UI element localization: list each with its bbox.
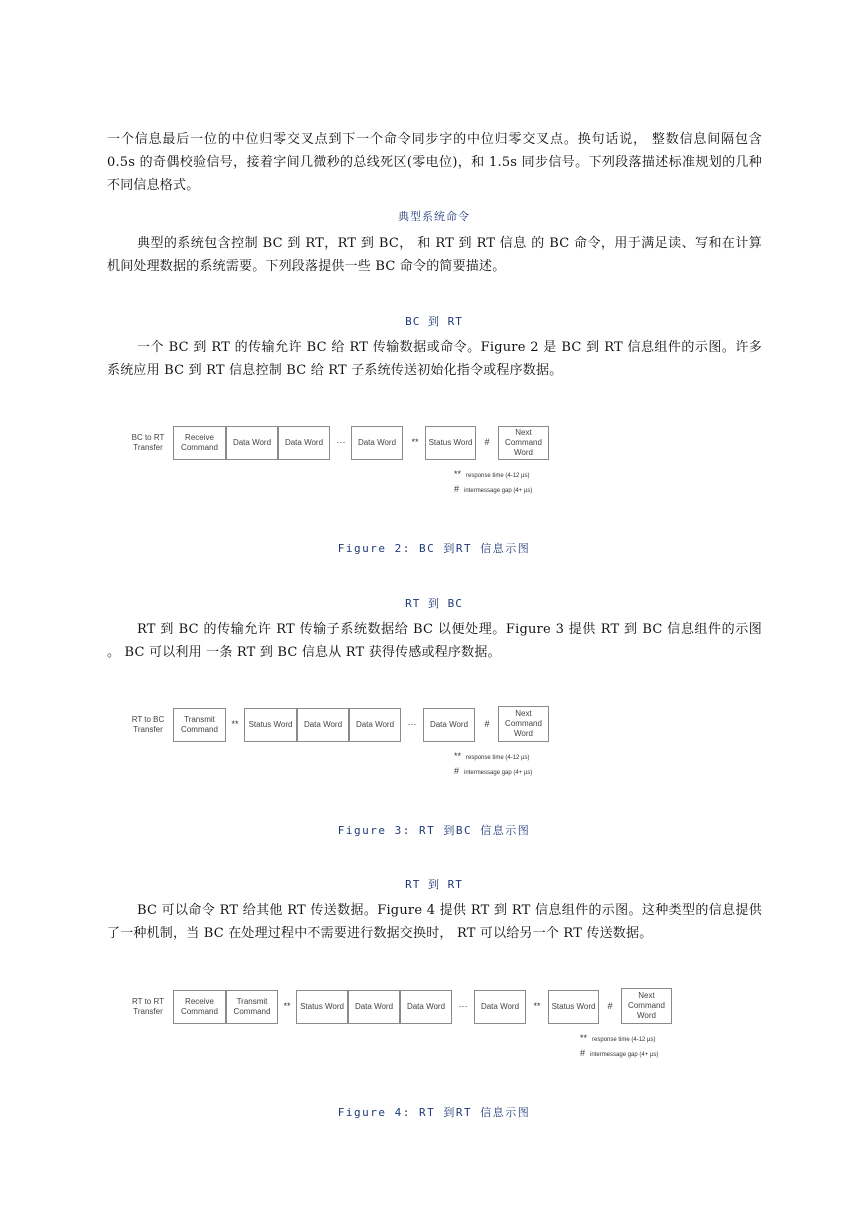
status-word-box: Status Word <box>296 990 348 1024</box>
ellipsis: ··· <box>458 1001 468 1011</box>
status-word-box: Status Word <box>244 708 297 742</box>
transmit-command-box: Transmit Command <box>226 990 278 1024</box>
response-time-symbol: ** <box>283 1001 291 1011</box>
heading-bc-to-rt: BC 到 RT <box>405 315 463 328</box>
status-word-box: Status Word <box>548 990 599 1024</box>
figure-2-caption: Figure 2: BC 到RT 信息示图 <box>337 542 531 555</box>
rt-to-rt-paragraph: BC 可以命令 RT 给其他 RT 传送数据。Figure 4 提供 RT 到 RT 信息组件的示图。这种类型的信息提供了一种机制，当 BC 在处理过程中不需要进行数据交换时， RT 可以给另一个 RT 传送数据。 <box>107 903 762 941</box>
data-word-box: Data Word <box>297 708 349 742</box>
response-time-note: ** response time (4-12 µs) <box>580 1033 656 1043</box>
response-time-symbol: ** <box>533 1001 541 1011</box>
data-word-box: Data Word <box>278 426 330 460</box>
data-word-box: Data Word <box>348 990 400 1024</box>
intermessage-gap-note: # intermessage gap (4+ µs) <box>454 484 533 494</box>
figure-4-label: RT to RT Transfer <box>131 997 164 1016</box>
data-word-box: Data Word <box>226 426 278 460</box>
gap-symbol: # <box>484 719 490 729</box>
figure-4-caption: Figure 4: RT 到RT 信息示图 <box>337 1106 531 1119</box>
receive-command-box: Receive Command <box>173 426 226 460</box>
typical-commands-paragraph: 典型的系统包含控制 BC 到 RT，RT 到 BC， 和 RT 到 RT 信息 的 BC 命令，用于满足读、写和在计算机间处理数据的系统需要。下列段落提供一些 BC 命令的简要描述。 <box>107 236 762 274</box>
intermessage-gap-note: # intermessage gap (4+ µs) <box>454 766 533 776</box>
transmit-command-box: Transmit Command <box>173 708 226 742</box>
response-time-symbol: ** <box>231 719 239 729</box>
gap-symbol: # <box>607 1001 613 1011</box>
heading-rt-to-bc: RT 到 BC <box>405 597 463 610</box>
next-command-word-box: Next Command Word <box>498 706 549 742</box>
receive-command-box: Receive Command <box>173 990 226 1024</box>
response-time-note: ** response time (4-12 µs) <box>454 751 530 761</box>
data-word-box: Data Word <box>423 708 475 742</box>
data-word-box: Data Word <box>349 708 401 742</box>
heading-rt-to-rt: RT 到 RT <box>405 878 463 891</box>
response-time-symbol: ** <box>411 437 419 447</box>
rt-to-bc-paragraph: RT 到 BC 的传输允许 RT 传输子系统数据给 BC 以便处理。Figure 3 提供 RT 到 BC 信息组件的示图 。 BC 可以利用 一条 RT 到 BC 信息从 RT 获得传感或程序数据。 <box>107 622 762 660</box>
figure-3-label: RT to BC Transfer <box>131 715 165 734</box>
gap-symbol: # <box>484 437 490 447</box>
data-word-box: Data Word <box>351 426 403 460</box>
data-word-box: Data Word <box>400 990 452 1024</box>
heading-typical-commands: 典型系统命令 <box>398 210 470 223</box>
bc-to-rt-paragraph: 一个 BC 到 RT 的传输允许 BC 给 RT 传输数据或命令。Figure 2 是 BC 到 RT 信息组件的示图。许多系统应用 BC 到 RT 信息控制 BC 给 RT 子系统传送初始化指令或程序数据。 <box>107 340 762 378</box>
next-command-word-box: Next Command Word <box>621 988 672 1024</box>
ellipsis: ··· <box>407 719 417 729</box>
figure-3-caption: Figure 3: RT 到BC 信息示图 <box>337 824 531 837</box>
status-word-box: Status Word <box>425 426 476 460</box>
intermessage-gap-note: # intermessage gap (4+ µs) <box>580 1048 659 1058</box>
data-word-box: Data Word <box>474 990 526 1024</box>
next-command-word-box: Next Command Word <box>498 426 549 460</box>
response-time-note: ** response time (4-12 µs) <box>454 469 530 479</box>
intro-paragraph: 一个信息最后一位的中位归零交叉点到下一个命令同步字的中位归零交叉点。换句话说， 整数信息间隔包含 0.5s 的奇偶校验信号，接着字间几微秒的总线死区(零电位)，和 1.5s 同步信号。下列段落描述标准规划的几种不同信息格式。 <box>107 132 762 193</box>
ellipsis: ··· <box>336 437 346 447</box>
figure-2-label: BC to RT Transfer <box>131 433 165 452</box>
